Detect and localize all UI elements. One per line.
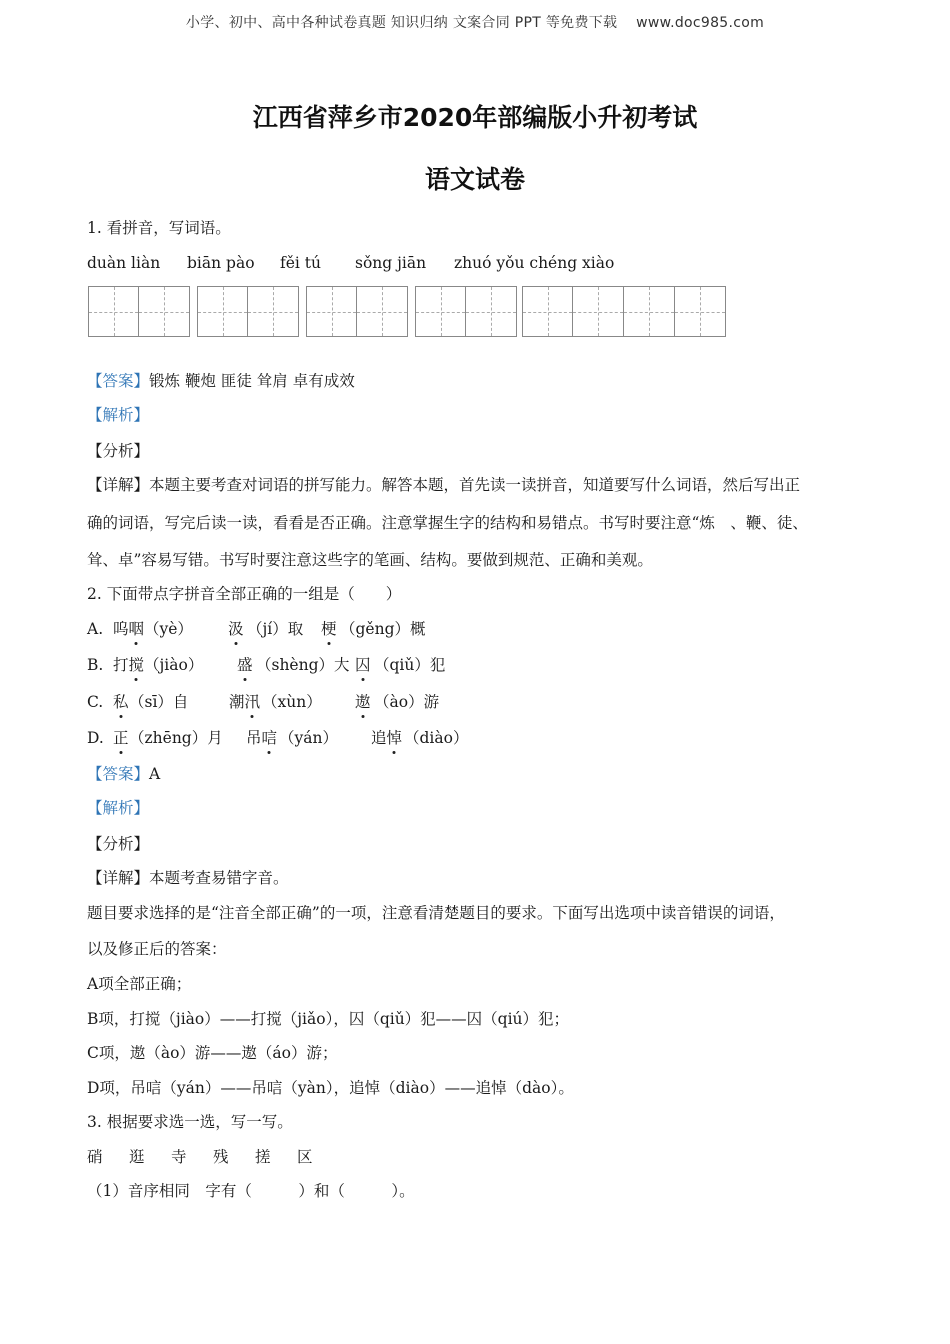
dotted-char: 正 [113, 729, 129, 747]
writing-grid-1[interactable] [88, 286, 190, 338]
grid-cell[interactable] [624, 286, 675, 337]
q1-prompt: 1. 看拼音，写词语。 [87, 219, 231, 237]
banner-text: 小学、初中、高中各种试卷真题 知识归纳 文案合同 PPT 等免费下载 [185, 15, 618, 31]
q3-char: 硝 [87, 1148, 103, 1166]
option-pinyin: （zhēng）月 [129, 729, 223, 747]
q2-line-b: B项，打搅（jiào）——打搅（jiǎo），囚（qiǔ）犯——囚（qiú）犯； [87, 1010, 570, 1028]
q2-fenxi-tag: 【分析】 [87, 835, 150, 853]
option-char: 呜 [113, 620, 129, 638]
dotted-char: 搅 [128, 656, 145, 674]
dotted-char: 盛 [237, 656, 253, 674]
q2-para-1: 题目要求选择的是“注音全部正确”的一项，注意看清楚题目的要求。下面写出选项中读音错误的词语， [87, 904, 785, 922]
detail-tag: 【详解】 [87, 476, 150, 494]
detail-text: 本题主要考查对词语的拼写能力。解答本题，首先读一读拼音，知道要写什么词语，然后写出正 [149, 476, 801, 494]
grid-cell[interactable] [248, 286, 299, 337]
grid-cell[interactable] [357, 286, 408, 337]
grid-cell[interactable] [466, 286, 517, 337]
option-label: A. [87, 620, 104, 638]
q2-option-b[interactable] [87, 655, 847, 677]
option-pinyin: （yè） [144, 620, 193, 638]
option-pinyin: （shèng）大 [256, 656, 350, 674]
q1-detail-line-3: 耸、卓”容易写错。书写时要注意这些字的笔画、结构。要做到规范、正确和美观。 [87, 551, 653, 569]
q1-fenxi-tag: 【分析】 [87, 442, 150, 460]
dotted-char: 汛 [244, 693, 261, 711]
grid-cell[interactable] [88, 286, 139, 337]
dotted-char: 梗 [321, 620, 337, 638]
top-banner [0, 12, 950, 32]
pinyin-1: duàn liàn [87, 254, 161, 272]
option-pinyin: （qiǔ）犯 [374, 656, 446, 674]
grid-cell[interactable] [306, 286, 357, 337]
q2-option-c[interactable] [87, 692, 847, 714]
q2-analysis-tag: 【解析】 [87, 799, 150, 817]
pinyin-2: biān pào [187, 254, 255, 272]
dotted-char: 悼 [386, 729, 403, 747]
option-pinyin: （sī）自 [129, 693, 189, 711]
q3-char: 搓 [255, 1148, 271, 1166]
q3-char-row [87, 1147, 347, 1169]
option-pinyin: （xùn） [262, 693, 322, 711]
option-pinyin: （jí）取 [247, 620, 304, 638]
exam-subtitle: 语文试卷 [424, 165, 525, 194]
grid-cell[interactable] [522, 286, 573, 337]
option-label: C. [87, 693, 104, 711]
option-label: B. [87, 656, 104, 674]
grid-cell[interactable] [573, 286, 624, 337]
option-pinyin: （jiào） [144, 656, 204, 674]
q3-char: 逛 [129, 1148, 145, 1166]
grid-cell[interactable] [139, 286, 190, 337]
q1-detail-line-2: 确的词语，写完后读一读，看看是否正确。注意掌握生字的结构和易错点。书写时要注意“炼 、鞭、徒、 [87, 514, 808, 532]
q2-detail [87, 868, 289, 888]
option-char: 打 [113, 656, 129, 674]
q2-para-2: 以及修正后的答案： [87, 940, 227, 958]
detail-tag: 【详解】 [87, 869, 150, 887]
q3-char: 残 [213, 1148, 229, 1166]
option-pinyin: （gěng）概 [340, 620, 426, 638]
option-label: D. [87, 729, 104, 747]
q2-prompt: 2. 下面带点字拼音全部正确的一组是（ ） [87, 585, 402, 603]
q2-option-d[interactable] [87, 728, 847, 750]
q2-answer [87, 764, 160, 784]
q3-prompt: 3. 根据要求选一选，写一写。 [87, 1113, 293, 1131]
q2-line-c: C项，遨（ào）游——遨（áo）游； [87, 1044, 338, 1062]
option-char: 潮 [229, 693, 245, 711]
dotted-char: 唁 [261, 729, 278, 747]
grid-cell[interactable] [415, 286, 466, 337]
pinyin-3: fěi tú [280, 254, 322, 272]
detail-text: 本题考查易错字音。 [149, 869, 289, 887]
option-char: 吊 [246, 729, 262, 747]
option-char: 追 [371, 729, 387, 747]
answer-text: 锻炼 鞭炮 匪徒 耸肩 卓有成效 [149, 372, 355, 390]
pinyin-4: sǒng jiān [355, 254, 427, 272]
option-pinyin: （ào）游 [374, 693, 440, 711]
writing-grid-3[interactable] [306, 286, 408, 338]
q1-analysis-tag: 【解析】 [87, 406, 150, 424]
q2-line-d: D项，吊唁（yán）——吊唁（yàn），追悼（diào）——追悼（dào）。 [87, 1079, 574, 1097]
grid-cell[interactable] [675, 286, 726, 337]
pinyin-5: zhuó yǒu chéng xiào [454, 254, 615, 272]
dotted-char: 囚 [355, 656, 371, 674]
dotted-char: 汲 [228, 620, 244, 638]
q3-char: 寺 [171, 1148, 187, 1166]
writing-grid-2[interactable] [197, 286, 299, 338]
q3-char: 区 [297, 1148, 313, 1166]
q2-option-a[interactable] [87, 619, 847, 641]
writing-grid-4[interactable] [415, 286, 517, 338]
answer-tag: 【答案】 [87, 765, 150, 783]
writing-grid-5[interactable] [522, 286, 726, 338]
dotted-char: 遨 [355, 693, 371, 711]
q1-answer [87, 371, 355, 391]
answer-tag: 【答案】 [87, 372, 150, 390]
grid-cell[interactable] [197, 286, 248, 337]
dotted-char: 私 [113, 693, 129, 711]
dotted-char: 咽 [128, 620, 145, 638]
option-pinyin: （diào） [404, 729, 469, 747]
option-pinyin: （yán） [279, 729, 338, 747]
answer-text: A [149, 765, 161, 783]
exam-title: 江西省萍乡市2020年部编版小升初考试 [252, 103, 698, 132]
q1-detail-line-1 [87, 475, 800, 495]
q2-line-a: A项全部正确； [87, 975, 192, 993]
banner-url[interactable]: www.doc985.com [636, 15, 765, 31]
q3-sub-1: （1）音序相同 字有（ ）和（ ）。 [87, 1182, 415, 1200]
